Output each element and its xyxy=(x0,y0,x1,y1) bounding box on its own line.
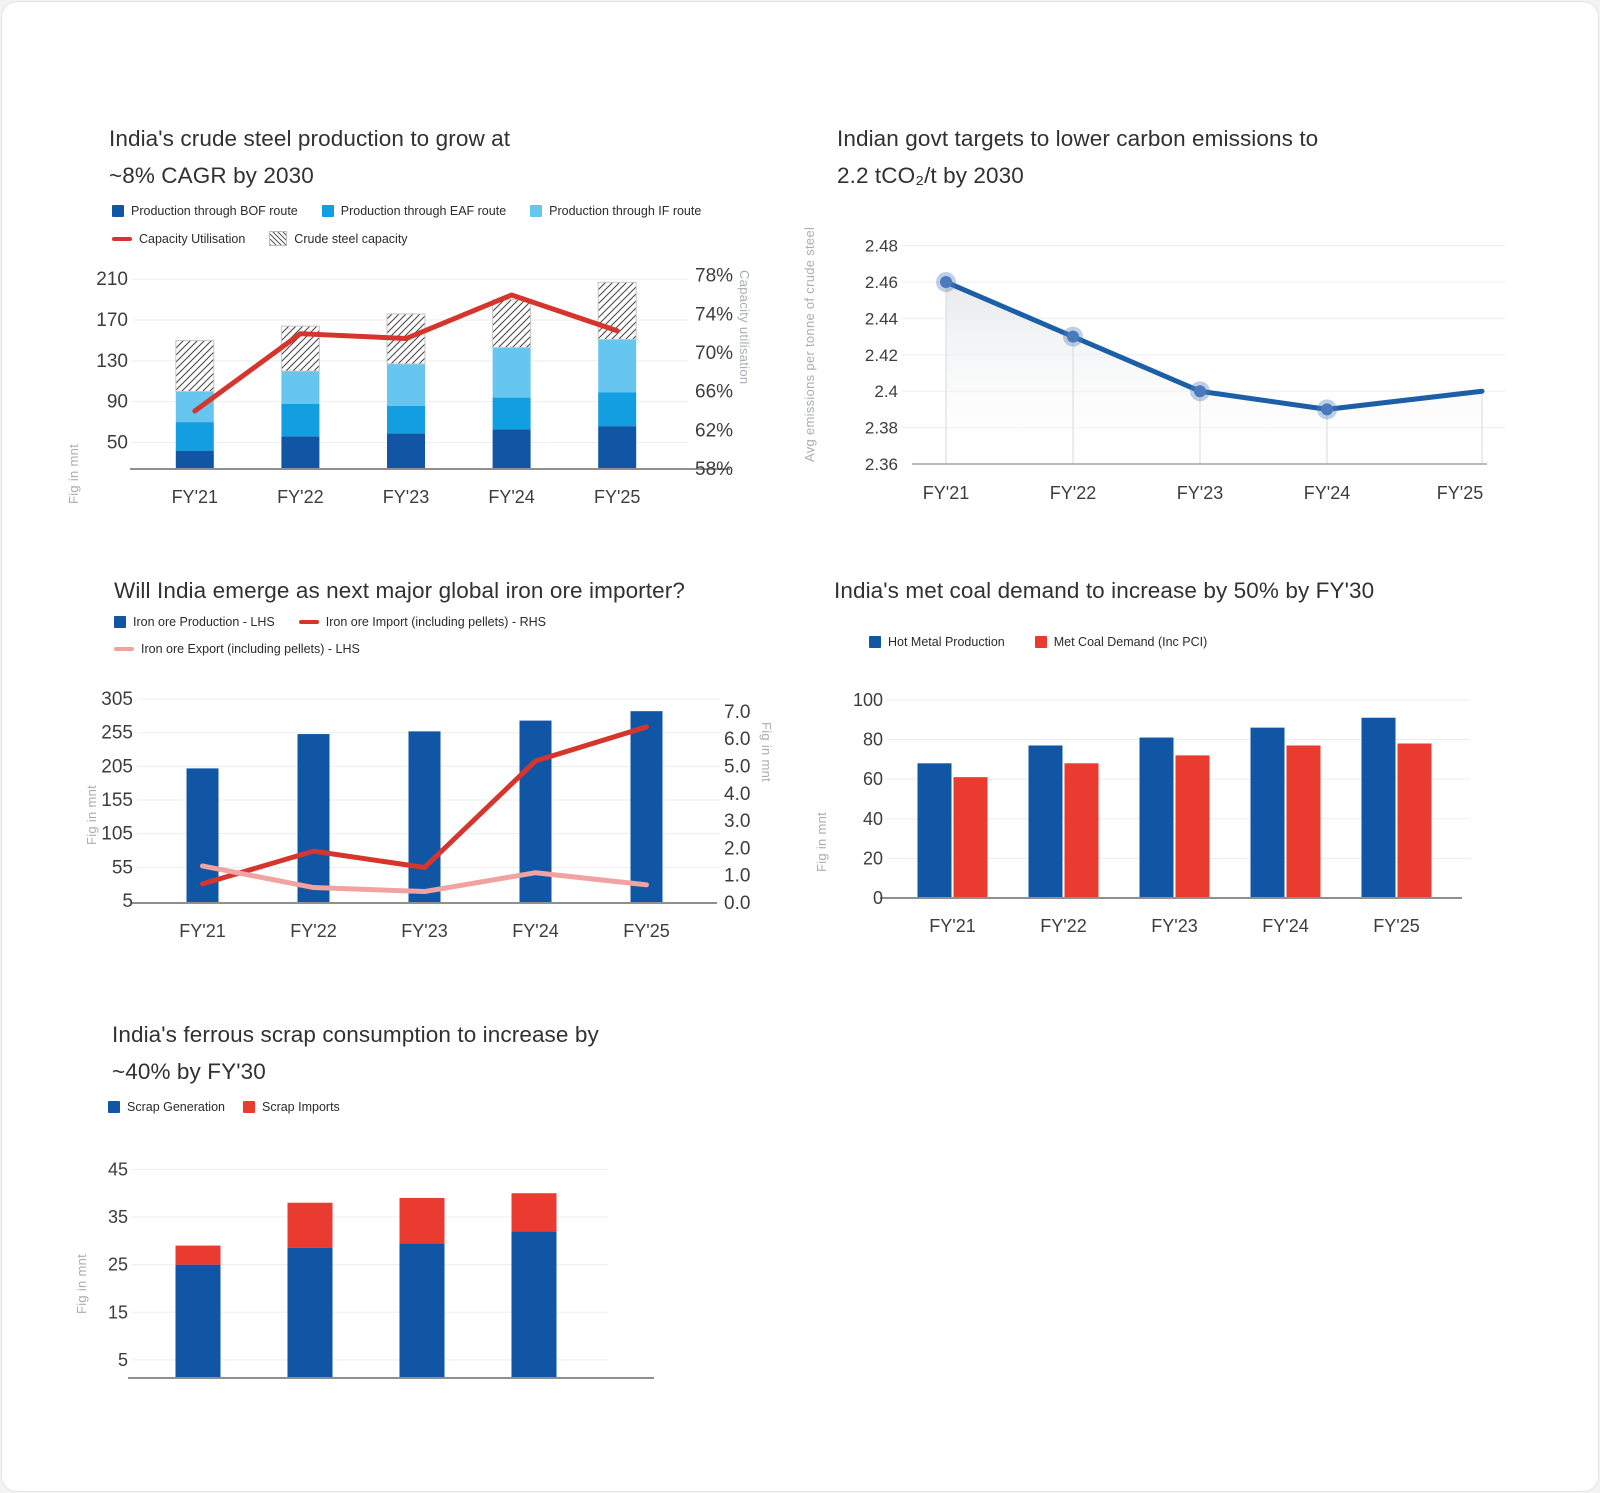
svg-text:2.4: 2.4 xyxy=(874,382,898,402)
legend-item-met-coal xyxy=(1035,635,1208,649)
svg-text:5.0: 5.0 xyxy=(724,756,751,778)
chart-crude-steel-production xyxy=(62,104,786,536)
svg-text:2.48: 2.48 xyxy=(864,236,898,256)
legend-label: Iron ore Import (including pellets) - RHS xyxy=(325,615,546,629)
svg-text:6.0: 6.0 xyxy=(724,729,751,751)
y-axis-title-right: Fig in mnt xyxy=(759,722,774,783)
svg-text:2.46: 2.46 xyxy=(864,273,898,293)
svg-text:78%: 78% xyxy=(695,265,734,287)
svg-text:FY'21: FY'21 xyxy=(929,916,976,936)
svg-text:100: 100 xyxy=(852,689,883,710)
svg-text:255: 255 xyxy=(101,722,133,744)
legend-item-eaf xyxy=(322,204,506,218)
svg-text:FY'24: FY'24 xyxy=(1303,483,1351,503)
svg-text:FY'21: FY'21 xyxy=(171,487,219,507)
scrap-imports-swatch-icon xyxy=(243,1101,255,1113)
svg-text:50: 50 xyxy=(106,432,128,454)
svg-text:FY'23: FY'23 xyxy=(382,487,430,507)
import-line-swatch-icon xyxy=(299,620,319,624)
legend-item-scrap-generation xyxy=(108,1100,225,1114)
svg-text:FY'22: FY'22 xyxy=(277,487,324,507)
svg-text:FY'21: FY'21 xyxy=(179,921,226,941)
svg-text:FY'24: FY'24 xyxy=(1262,916,1309,936)
svg-text:FY'22: FY'22 xyxy=(290,921,337,941)
legend-label: Capacity Utilisation xyxy=(139,231,246,246)
chart-met-coal xyxy=(802,557,1526,967)
legend-label: Production through BOF route xyxy=(131,204,298,218)
y-axis-title-left: Fig in mnt xyxy=(66,443,81,504)
legend-item-import xyxy=(299,615,546,629)
hot-metal-swatch-icon xyxy=(869,636,881,648)
legend-row xyxy=(869,635,1231,649)
svg-text:FY'22: FY'22 xyxy=(1049,483,1097,503)
svg-text:25: 25 xyxy=(107,1254,128,1275)
scrap-generation-swatch-icon xyxy=(108,1101,120,1113)
chart-title-line1: India's crude steel production to grow at xyxy=(109,126,511,151)
legend-item-scrap-imports xyxy=(243,1100,340,1114)
crude-steel-plot xyxy=(62,224,786,526)
legend-item-bof xyxy=(112,204,298,218)
svg-text:55: 55 xyxy=(111,857,133,879)
infographic-card xyxy=(1,1,1599,1492)
legend xyxy=(114,615,570,656)
svg-text:90: 90 xyxy=(106,391,128,413)
svg-text:2.0: 2.0 xyxy=(724,838,751,860)
chart-title xyxy=(837,120,1526,194)
svg-text:FY'25: FY'25 xyxy=(623,921,670,941)
if-swatch-icon xyxy=(530,205,542,217)
chart-title-line1: India's ferrous scrap consumption to increase by xyxy=(112,1022,599,1047)
chart-title-line2: ~8% CAGR by 2030 xyxy=(109,163,314,188)
svg-text:62%: 62% xyxy=(695,420,734,442)
legend-label: Met Coal Demand (Inc PCI) xyxy=(1053,635,1208,649)
svg-text:4.0: 4.0 xyxy=(724,783,751,805)
export-line-swatch-icon xyxy=(114,647,134,651)
y-axis-title-left: Avg emissions per tonne of crude steel xyxy=(802,226,817,462)
ferrous-scrap-plot xyxy=(62,1142,796,1394)
chart-title-line2: ~40% by FY'30 xyxy=(112,1059,266,1084)
svg-text:45: 45 xyxy=(107,1159,128,1180)
svg-text:205: 205 xyxy=(101,756,133,778)
svg-text:FY'25: FY'25 xyxy=(1436,483,1484,503)
legend-label: Scrap Generation xyxy=(127,1100,225,1114)
svg-text:58%: 58% xyxy=(695,459,734,480)
legend-label: Crude steel capacity xyxy=(294,231,408,246)
legend-label: Production through IF route xyxy=(549,204,702,218)
legend-row xyxy=(114,642,570,656)
production-swatch-icon xyxy=(114,616,126,628)
svg-text:FY'24: FY'24 xyxy=(512,921,559,941)
chart-title-line1: Will India emerge as next major global iron ore importer? xyxy=(114,578,685,603)
chart-title xyxy=(114,572,796,609)
svg-text:0: 0 xyxy=(872,888,883,908)
legend-row xyxy=(114,615,570,629)
chart-title-line2: 2.2 tCO₂/t by 2030 xyxy=(837,163,1024,188)
chart-title xyxy=(109,120,786,194)
svg-text:130: 130 xyxy=(96,350,128,372)
y-axis-title-left: Fig in mnt xyxy=(84,784,99,845)
legend-label: Production through EAF route xyxy=(340,204,507,218)
svg-text:5: 5 xyxy=(117,1349,128,1370)
met-coal-plot xyxy=(802,677,1526,949)
legend xyxy=(108,1100,364,1114)
svg-text:66%: 66% xyxy=(695,381,734,403)
svg-text:20: 20 xyxy=(862,848,883,869)
chart-title xyxy=(112,1016,796,1090)
svg-text:40: 40 xyxy=(862,808,883,829)
svg-text:210: 210 xyxy=(96,269,128,291)
legend-label: Iron ore Export (including pellets) - LHS xyxy=(141,642,360,656)
met-coal-swatch-icon xyxy=(1035,636,1047,648)
emissions-plot xyxy=(802,214,1526,528)
legend-label: Iron ore Production - LHS xyxy=(133,615,275,629)
bof-swatch-icon xyxy=(112,205,124,217)
legend-item-production xyxy=(114,615,275,629)
svg-text:FY'24: FY'24 xyxy=(488,487,535,507)
y-axis-title-left: Fig in mnt xyxy=(74,1253,89,1314)
legend xyxy=(869,635,1231,649)
svg-text:0.0: 0.0 xyxy=(724,893,751,914)
svg-text:105: 105 xyxy=(101,823,133,845)
svg-text:2.44: 2.44 xyxy=(864,309,898,329)
eaf-swatch-icon xyxy=(322,205,334,217)
svg-text:2.36: 2.36 xyxy=(864,455,898,474)
svg-text:70%: 70% xyxy=(695,343,734,365)
svg-text:7.0: 7.0 xyxy=(724,701,751,723)
chart-ferrous-scrap xyxy=(62,1002,796,1402)
legend-label: Hot Metal Production xyxy=(888,635,1005,649)
svg-text:170: 170 xyxy=(96,310,128,332)
svg-text:FY'25: FY'25 xyxy=(1373,916,1420,936)
chart-carbon-emissions xyxy=(802,104,1526,536)
svg-text:2.42: 2.42 xyxy=(864,345,898,365)
legend-row xyxy=(108,1100,364,1114)
svg-text:80: 80 xyxy=(862,729,883,750)
svg-text:74%: 74% xyxy=(695,304,734,326)
chart-iron-ore xyxy=(62,557,796,967)
legend-item-if xyxy=(530,204,701,218)
legend-row xyxy=(112,204,725,218)
chart-title-line1: India's met coal demand to increase by 50% by FY'30 xyxy=(834,578,1375,603)
legend-item-hot-metal xyxy=(869,635,1005,649)
svg-text:155: 155 xyxy=(101,790,133,812)
chart-title xyxy=(834,572,1526,609)
legend-label: Scrap Imports xyxy=(261,1100,340,1114)
svg-text:FY'23: FY'23 xyxy=(401,921,448,941)
svg-text:FY'22: FY'22 xyxy=(1040,916,1087,936)
svg-text:60: 60 xyxy=(862,769,883,790)
svg-text:FY'25: FY'25 xyxy=(593,487,641,507)
svg-text:5: 5 xyxy=(122,890,133,912)
y-axis-title-right: Capacity utilisation xyxy=(737,270,752,385)
svg-text:1.0: 1.0 xyxy=(724,865,751,887)
chart-title-line1: Indian govt targets to lower carbon emissions to xyxy=(837,126,1319,151)
svg-text:305: 305 xyxy=(101,689,133,711)
legend-item-export xyxy=(114,642,360,656)
y-axis-title-left: Fig in mnt xyxy=(814,811,829,872)
svg-text:15: 15 xyxy=(107,1302,128,1323)
svg-text:2.38: 2.38 xyxy=(864,418,898,438)
svg-text:3.0: 3.0 xyxy=(724,811,751,833)
svg-text:FY'21: FY'21 xyxy=(922,483,970,503)
svg-text:35: 35 xyxy=(107,1207,128,1228)
iron-ore-plot xyxy=(62,681,796,958)
svg-text:FY'23: FY'23 xyxy=(1176,483,1224,503)
svg-text:FY'23: FY'23 xyxy=(1151,916,1198,936)
